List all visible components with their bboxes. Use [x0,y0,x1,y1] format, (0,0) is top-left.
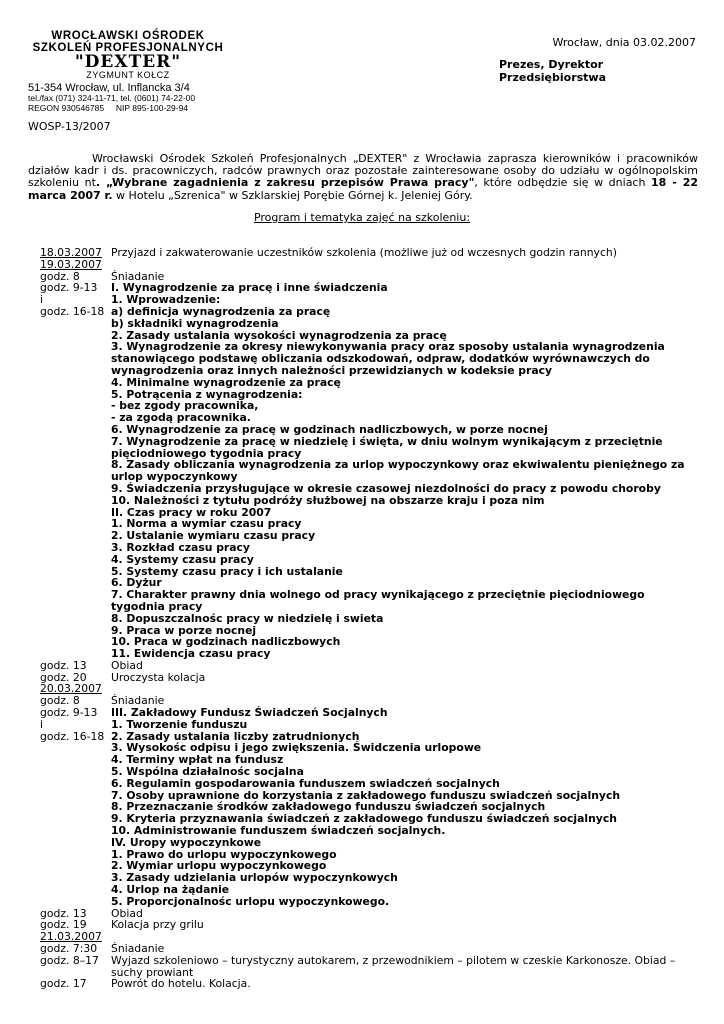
schedule-time [40,459,111,483]
letterhead-owner: ZYGMUNT KOŁCZ [86,70,170,80]
schedule-activity: Śniadanie [111,269,165,283]
schedule-activity [111,683,700,695]
schedule-activity: 3. Wysokośc odpisu i jego zwiększenia. Świdczenia urlopowe [111,741,482,755]
letterhead-line-2: SZKOLEŃ PROFESJONALNYCH [32,42,224,54]
schedule-row [40,919,700,931]
schedule-activity: Kolacja przy grilu [111,918,204,932]
letterhead-line-1: WROCŁAWSKI OŚRODEK [51,30,205,42]
schedule-day: 18.03.2007 [40,246,102,259]
schedule-time: godz. 17 [40,977,87,991]
schedule-time [40,566,111,578]
schedule-activity: 4. Minimalne wynagrodzenie za pracę [111,375,341,389]
schedule-time [40,825,111,837]
schedule-row [40,589,700,613]
schedule-activity: 11. Ewidencja czasu pracy [111,647,271,661]
schedule-activity: a) definicja wynagrodzenia za pracę [111,304,331,318]
schedule-row [40,259,700,271]
intro-course-title: . „Wybrane zagadnienia z zakresu przepisów Prawa pracy" [95,176,475,190]
schedule-activity: - bez zgody pracownika, [111,399,259,413]
schedule-activity: 1. Prawo do urlopu wypoczynkowego [111,847,337,861]
letterhead-ids: REGON 930546785 NIP 895-100-29-94 [28,102,189,113]
schedule-row [40,495,700,507]
schedule-activity: 5. Proporcjonalnośc urlopu wypoczynkowego. [111,894,390,908]
schedule-time: i [40,293,43,307]
schedule-activity: 4. Terminy wpłat na fundusz [111,753,284,767]
schedule-time [40,778,111,790]
schedule-time: i [40,717,43,731]
schedule-activity: Śniadanie [111,694,165,708]
schedule-activity: 3. Wynagrodzenie za okresy niewykonywania pracy oraz sposoby ustalania wynagrodzenia stanowiącego podstawę obliczania odszkodowań, odpraw, dodatków wyrównawczych do wynagrodzenia oraz innych należności przewidzianych w kodeksie pracy [111,340,665,377]
schedule-activity: 5. Systemy czasu pracy i ich ustalanie [111,564,343,578]
schedule-row [40,318,700,330]
schedule-row [40,660,700,672]
recipient-line: Przedsiębiorstwa [499,71,607,84]
schedule-activity: I. Wynagrodzenie za pracę i inne świadczenia [111,281,388,295]
schedule-activity: 3. Zasady udzielania urlopów wypoczynkowych [111,871,398,885]
schedule-activity: 4. Urlop na żądanie [111,883,230,897]
schedule-time: godz. 16-18 [40,729,105,743]
schedule-activity: III. Zakładowy Fundusz Świadczeń Socjalnych [111,706,388,720]
schedule-time [40,790,111,802]
schedule-row [40,978,700,990]
schedule-row [40,306,700,318]
schedule-time [40,742,111,754]
schedule-time [40,542,111,554]
schedule-row [40,459,700,483]
letter-date: Wrocław, dnia 03.02.2007 [552,36,696,49]
schedule-time [40,400,111,412]
schedule-activity: 8. Zasady obliczania wynagrodzenia za urlop wypoczynkowy oraz ekwiwalentu pieniężnego za urlop wypoczynkowy [111,458,685,484]
schedule-activity: Wyjazd szkoleniowo – turystyczny autokarem, z przewodnikiem – pilotem w czeskie Karkonosze. Obiad – suchy prowiant [111,953,676,979]
intro-dates: 18 - 22 marca 2007 r. [28,176,698,202]
schedule-time: godz. 20 [40,670,87,684]
schedule-activity [111,259,700,271]
schedule-activity: Przyjazd i zakwaterowanie uczestników szkolenia (możliwe już od wczesnych godzin rannych) [111,246,617,259]
schedule-time [40,896,111,908]
schedule-activity: Śniadanie [111,942,165,956]
schedule-activity: 6. Wynagrodzenie za pracę w godzinach nadliczbowych, w porze nocnej [111,422,548,436]
schedule-activity: 2. Zasady ustalania liczby zatrudnionych [111,729,360,743]
schedule-activity: 10. Administrowanie funduszem świadczeń socjalnych. [111,824,446,838]
reference-number: WOSP-13/2007 [28,120,111,133]
schedule-row [40,341,700,376]
letterhead-phone: tel./fax (071) 324-11-71, tel. (0601) 74-22-00 [28,93,196,103]
schedule-activity: - za zgodą pracownika. [111,411,251,425]
schedule-activity: 1. Wprowadzenie: [111,293,221,307]
schedule-row [40,247,700,259]
schedule-row [40,896,700,908]
schedule-time [40,801,111,813]
schedule-activity: 9. Kryteria przyznawania świadczeń z zakładowego funduszu świadczeń socjalnych [111,812,617,826]
schedule-time: godz. 13 [40,658,87,672]
schedule-activity: 6. Regulamin gospodarowania funduszem swiadczeń socjalnych [111,776,500,790]
intro-text: , które odbędzie się w dniach [474,176,652,190]
schedule-row [40,672,700,684]
letterhead-address: 51-354 Wrocław, ul. Inflancka 3/4 [28,82,190,94]
schedule-activity: 6. Dyżur [111,576,162,590]
schedule-time [40,412,111,424]
schedule-activity: 1. Norma a wymiar czasu pracy [111,517,302,531]
schedule-time: godz. 8 [40,269,80,283]
schedule-activity: 4. Systemy czasu pracy [111,552,254,566]
schedule-activity: 2. Wymiar urlopu wypoczynkowego [111,859,327,873]
intro-paragraph [28,153,698,202]
schedule-row [40,719,700,731]
intro-text: w Hotelu „Szrenica" w Szklarskiej Porębie Górnej k. Jeleniej Góry. [112,188,473,202]
schedule-row [40,377,700,389]
schedule-row [40,837,700,849]
schedule-time [40,389,111,401]
schedule-activity: b) składniki wynagrodzenia [111,316,279,330]
schedule-time: godz. 7:30 [40,942,98,956]
schedule-activity: 7. Wynagrodzenie za pracę w niedzielę i święta, w dniu wolnym wynikającym z przeciętnie pięciodniowego tygodnia pracy [111,434,663,460]
schedule-row [40,436,700,460]
schedule-activity: 7. Charakter prawny dnia wolnego od pracy wynikającego z przeciętnie pięciodniowego tygodnia pracy [111,588,645,613]
schedule-activity: II. Czas pracy w roku 2007 [111,505,272,519]
schedule-time: godz. 13 [40,906,87,920]
schedule-time [40,766,111,778]
schedule-row [40,778,700,790]
schedule-time: godz. 8 [40,694,80,708]
schedule-time [40,577,111,589]
intro-text: Wrocławski Ośrodek Szkoleń Profesjonalnych „DEXTER" z Wrocławia zaprasza kierowników i pracowników działów kadr i ds. pracowniczych, radców prawnych oraz pozostałe zainteresowane osoby do udziału w ogólnopolskim szkoleniu nt [28,152,698,190]
schedule-row [40,542,700,554]
schedule-activity: 5. Wspólna działalnośc socjalna [111,765,304,779]
schedule-time [40,518,111,530]
schedule-row [40,955,700,979]
schedule-time [40,613,111,625]
schedule-time: godz. 9-13 [40,706,98,720]
schedule-activity: 7. Osoby uprawnione do korzystania z zakładowego funduszu swiadczeń socjalnych [111,788,621,802]
schedule-activity: 10. Należności z tytułu podróży służbowej na obszarze kraju i poza nim [111,493,545,507]
schedule-time [40,507,111,519]
schedule-time [40,884,111,896]
schedule-time: godz. 19 [40,918,87,932]
program-title: Program i tematyka zajęć na szkoleniu: [253,211,471,224]
schedule-row [40,554,700,566]
schedule-time [40,589,111,613]
schedule-time [40,341,111,376]
schedule-activity: IV. Uropy wypoczynkowe [111,835,262,849]
schedule-time [40,495,111,507]
letterhead [28,30,228,113]
schedule-activity: 5. Potrącenia z wynagrodzenia: [111,387,303,401]
schedule-row [40,483,700,495]
schedule-activity: 8. Przeznaczanie środków zakładowego funduszu świadczeń socjalnych [111,800,546,814]
schedule-time [40,436,111,460]
schedule-activity: 9. Świadczenia przysługujące w okresie czasowej niezdolności do pracy z powodu choroby [111,481,661,495]
schedule-time [40,837,111,849]
schedule-time [40,424,111,436]
schedule-time [40,872,111,884]
schedule-activity: 1. Tworzenie funduszu [111,717,248,731]
schedule-activity: 9. Praca w porze nocnej [111,623,257,637]
schedule-time [40,530,111,542]
schedule-day: 19.03.2007 [40,257,102,271]
schedule-time [40,554,111,566]
schedule-activity: 8. Dopuszczalnośc pracy w niedzielę i swieta [111,611,384,625]
schedule-activity: Obiad [111,906,143,920]
schedule-row [40,613,700,625]
schedule-table [40,247,700,990]
schedule-activity: 10. Praca w godzinach nadliczbowych [111,635,341,649]
schedule-time [40,860,111,872]
schedule-time: godz. 9-13 [40,281,98,295]
recipient [499,58,606,84]
schedule-time [40,754,111,766]
schedule-time: godz. 8–17 [40,953,99,967]
schedule-activity [111,931,700,943]
schedule-day: 21.03.2007 [40,930,102,944]
schedule-time [40,318,111,330]
schedule-time [40,849,111,861]
schedule-time [40,377,111,389]
recipient-line: Prezes, Dyrektor [499,58,604,71]
schedule-activity: Powrót do hotelu. Kolacja. [111,977,251,991]
schedule-time [40,636,111,648]
schedule-day: 20.03.2007 [40,682,102,696]
schedule-time: godz. 16-18 [40,304,105,318]
schedule-activity: 3. Rozkład czasu pracy [111,540,250,554]
schedule-activity: Obiad [111,658,143,672]
schedule-row [40,424,700,436]
schedule-activity: 2. Zasady ustalania wysokości wynagrodzenia za pracę [111,328,447,342]
schedule-time [40,813,111,825]
schedule-time [40,330,111,342]
letterhead-brand: "DEXTER" [74,52,182,72]
schedule-time [40,483,111,495]
schedule-activity: 2. Ustalanie wymiaru czasu pracy [111,529,316,543]
schedule-time [40,625,111,637]
schedule-activity: Uroczysta kolacja [111,670,206,684]
